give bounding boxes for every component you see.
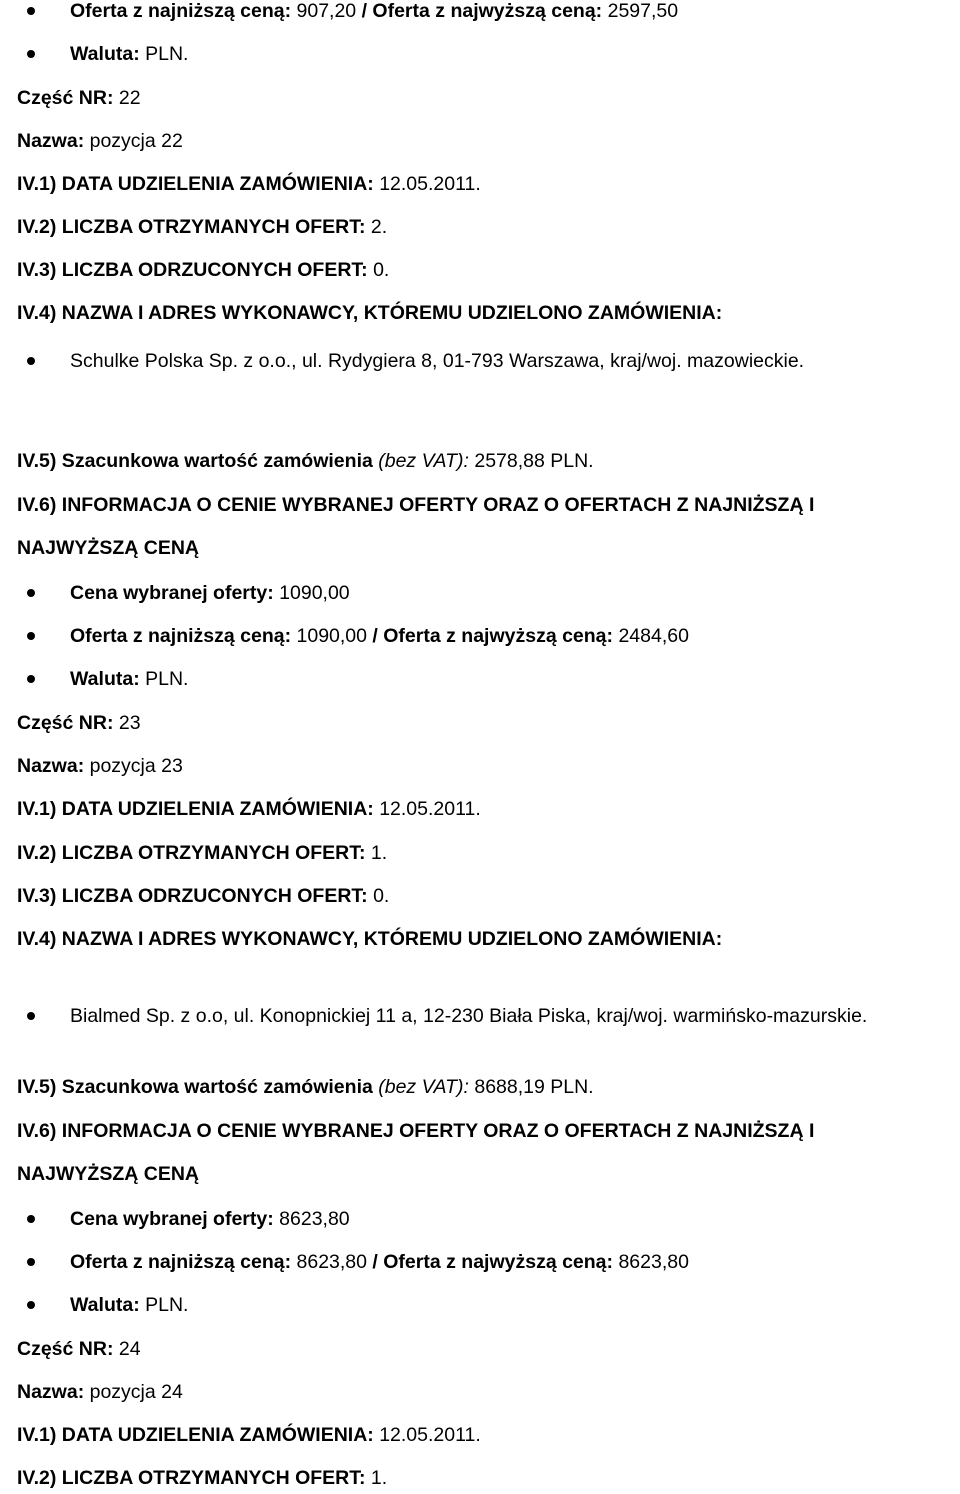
part-name-line: Nazwa: pozycja 24 — [17, 1381, 183, 1403]
bullet — [27, 1258, 35, 1266]
contractor-address: Bialmed Sp. z o.o, ul. Konopnickiej 11 a, 12-230 Biała Piska, kraj/woj. warmińsko-mazurskie. — [70, 1005, 868, 1027]
bullet — [27, 589, 35, 597]
bullet — [27, 675, 35, 683]
part-name-line: Nazwa: pozycja 23 — [17, 755, 183, 777]
offers-received-line: IV.2) LICZBA OTRZYMANYCH OFERT: 1. — [17, 842, 388, 864]
bullet — [27, 632, 35, 640]
bullet — [27, 50, 35, 58]
offers-rejected-line: IV.3) LICZBA ODRZUCONYCH OFERT: 0. — [17, 259, 390, 281]
bullet — [27, 1012, 35, 1020]
price-info-heading: IV.6) INFORMACJA O CENIE WYBRANEJ OFERTY ORAZ O OFERTACH Z NAJNIŻSZĄ I — [17, 1120, 815, 1142]
offers-rejected-line: IV.3) LICZBA ODRZUCONYCH OFERT: 0. — [17, 885, 390, 907]
contractor-address: Schulke Polska Sp. z o.o., ul. Rydygiera 8, 01-793 Warszawa, kraj/woj. mazowieckie. — [70, 350, 805, 372]
estimated-value-line: IV.5) Szacunkowa wartość zamówienia (bez VAT): 2578,88 PLN. — [17, 450, 594, 472]
award-date-line: IV.1) DATA UDZIELENIA ZAMÓWIENIA: 12.05.2011. — [17, 1424, 481, 1446]
award-date-line: IV.1) DATA UDZIELENIA ZAMÓWIENIA: 12.05.2011. — [17, 173, 481, 195]
bid-range-line: Oferta z najniższą ceną: 8623,80 / Oferta z najwyższą ceną: 8623,80 — [70, 1251, 689, 1273]
bullet — [27, 1215, 35, 1223]
part-number-line: Część NR: 23 — [17, 712, 141, 734]
price-info-heading-cont: NAJWYŻSZĄ CENĄ — [17, 537, 200, 559]
bullet — [27, 7, 35, 15]
offers-received-line: IV.2) LICZBA OTRZYMANYCH OFERT: 2. — [17, 216, 388, 238]
contractor-heading: IV.4) NAZWA I ADRES WYKONAWCY, KTÓREMU UDZIELONO ZAMÓWIENIA: — [17, 302, 723, 324]
currency-line: Waluta: PLN. — [70, 668, 189, 690]
award-date-line: IV.1) DATA UDZIELENIA ZAMÓWIENIA: 12.05.2011. — [17, 798, 481, 820]
part-number-line: Część NR: 24 — [17, 1338, 141, 1360]
offers-received-line: IV.2) LICZBA OTRZYMANYCH OFERT: 1. — [17, 1467, 388, 1489]
currency-line: Waluta: PLN. — [70, 43, 189, 65]
selected-price-line: Cena wybranej oferty: 1090,00 — [70, 582, 350, 604]
bid-range-line: Oferta z najniższą ceną: 1090,00 / Oferta z najwyższą ceną: 2484,60 — [70, 625, 689, 647]
bullet — [27, 1301, 35, 1309]
part-number-line: Część NR: 22 — [17, 87, 141, 109]
price-info-heading-cont: NAJWYŻSZĄ CENĄ — [17, 1163, 200, 1185]
currency-line: Waluta: PLN. — [70, 1294, 189, 1316]
part-name-line: Nazwa: pozycja 22 — [17, 130, 183, 152]
estimated-value-line: IV.5) Szacunkowa wartość zamówienia (bez VAT): 8688,19 PLN. — [17, 1076, 594, 1098]
bid-range-line: Oferta z najniższą ceną: 907,20 / Oferta z najwyższą ceną: 2597,50 — [70, 0, 679, 22]
selected-price-line: Cena wybranej oferty: 8623,80 — [70, 1208, 350, 1230]
contractor-heading: IV.4) NAZWA I ADRES WYKONAWCY, KTÓREMU UDZIELONO ZAMÓWIENIA: — [17, 928, 723, 950]
bullet — [27, 357, 35, 365]
price-info-heading: IV.6) INFORMACJA O CENIE WYBRANEJ OFERTY ORAZ O OFERTACH Z NAJNIŻSZĄ I — [17, 494, 815, 516]
